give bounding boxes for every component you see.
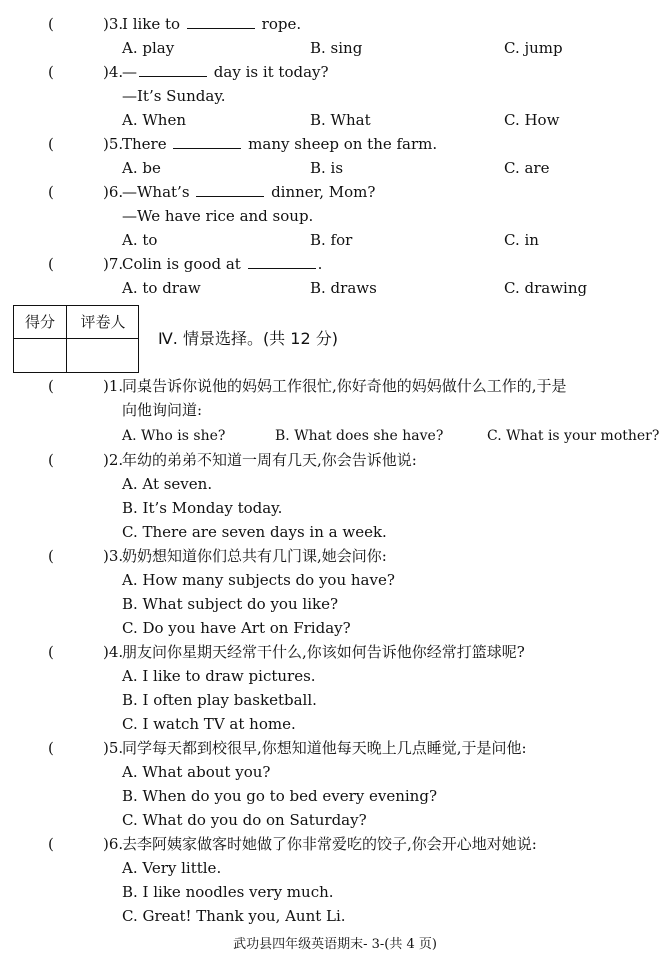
question-number: )6.: [103, 183, 124, 201]
question-number: )5.: [103, 135, 124, 153]
option-b[interactable]: B. sing: [310, 39, 363, 57]
option-a[interactable]: A. to draw: [122, 279, 201, 297]
question-number: )3.: [103, 547, 124, 565]
question-5: ( )5. There many sheep on the farm.: [0, 132, 670, 156]
option-a[interactable]: A. play: [122, 39, 175, 57]
option-a[interactable]: A. I like to draw pictures.: [122, 667, 316, 685]
question-text: — day is it today?: [122, 63, 329, 81]
options-row: [0, 228, 670, 252]
option-a[interactable]: A. to: [122, 231, 158, 249]
question-text: There many sheep on the farm.: [122, 135, 438, 153]
question-number: )1.: [103, 377, 124, 395]
option-b[interactable]: B. What does she have?: [275, 428, 444, 444]
option-c[interactable]: C. drawing: [504, 279, 588, 297]
question-number: )2.: [103, 451, 124, 469]
question-number: )5.: [103, 739, 124, 757]
question-number: )7.: [103, 255, 124, 273]
option-c[interactable]: C. are: [504, 159, 550, 177]
option-a[interactable]: A. When: [122, 111, 186, 129]
option-a[interactable]: A. be: [122, 159, 161, 177]
option-a[interactable]: A. What about you?: [122, 763, 271, 781]
option-b[interactable]: B. When do you go to bed every evening?: [122, 787, 437, 805]
option-b[interactable]: B. What subject do you like?: [122, 595, 338, 613]
answer-blank[interactable]: [248, 254, 316, 269]
page-footer: 武功县四年级英语期末- 3-(共 4 页): [233, 937, 437, 952]
option-c[interactable]: C. What do you do on Saturday?: [122, 811, 367, 829]
question-text: 去李阿姨家做客时她做了你非常爱吃的饺子,你会开心地对她说:: [122, 835, 537, 853]
score-table: [13, 305, 139, 373]
option-b[interactable]: B. is: [310, 159, 344, 177]
dialogue-line: —It’s Sunday.: [122, 87, 226, 105]
option-a[interactable]: A. Who is she?: [122, 428, 226, 444]
options-row: [0, 156, 670, 180]
question-4: ( )4. — day is it today?: [0, 60, 670, 84]
s4-question-5: ( )5. 同学每天都到校很早,你想知道他每天晚上几点睡觉,于是问他:: [0, 736, 670, 760]
option-c[interactable]: C. How: [504, 111, 560, 129]
question-text: 朋友问你星期天经常干什么,你该如何告诉他你经常打篮球呢?: [122, 643, 525, 661]
s4-question-4: ( )4. 朋友问你星期天经常干什么,你该如何告诉他你经常打篮球呢?: [0, 640, 670, 664]
s4-question-3: ( )3. 奶奶想知道你们总共有几门课,她会问你:: [0, 544, 670, 568]
option-c[interactable]: C. jump: [504, 39, 563, 57]
options-row: [0, 424, 670, 448]
question-text: 奶奶想知道你们总共有几门课,她会问你:: [122, 547, 387, 565]
options-row: [0, 108, 670, 132]
dialogue-line: —We have rice and soup.: [122, 207, 314, 225]
option-c[interactable]: C. Do you have Art on Friday?: [122, 619, 351, 637]
score-label: 得分: [24, 313, 55, 331]
question-text: —What’s dinner, Mom?: [122, 183, 376, 201]
question-number: )4.: [103, 643, 124, 661]
s4-question-1: ( )1. 同桌告诉你说他的妈妈工作很忙,你好奇他的妈妈做什么工作的,于是: [0, 374, 670, 398]
question-text: 同桌告诉你说他的妈妈工作很忙,你好奇他的妈妈做什么工作的,于是: [122, 377, 567, 395]
grader-label: 评卷人: [80, 313, 126, 331]
question-number: )4.: [103, 63, 124, 81]
answer-blank[interactable]: [196, 182, 264, 197]
question-text: I like to rope.: [122, 15, 302, 33]
options-row: [0, 36, 670, 60]
question-text-cont: 向他询问道:: [122, 401, 203, 419]
question-number: )6.: [103, 835, 124, 853]
answer-blank[interactable]: [187, 14, 255, 29]
options-row: [0, 276, 670, 300]
option-c[interactable]: C. in: [504, 231, 539, 249]
s4-question-2: ( )2. 年幼的弟弟不知道一周有几天,你会告诉他说:: [0, 448, 670, 472]
option-c[interactable]: C. There are seven days in a week.: [122, 523, 387, 541]
score-table-divider: [66, 306, 67, 372]
question-text: 同学每天都到校很早,你想知道他每天晚上几点睡觉,于是问他:: [122, 739, 527, 757]
answer-blank[interactable]: [139, 62, 207, 77]
question-text: 年幼的弟弟不知道一周有几天,你会告诉他说:: [122, 451, 417, 469]
option-c[interactable]: C. I watch TV at home.: [122, 715, 296, 733]
question-3: ( )3. I like to rope.: [0, 12, 670, 36]
option-b[interactable]: B. for: [310, 231, 353, 249]
option-b[interactable]: B. I like noodles very much.: [122, 883, 334, 901]
s4-question-6: ( )6. 去李阿姨家做客时她做了你非常爱吃的饺子,你会开心地对她说:: [0, 832, 670, 856]
answer-blank[interactable]: [173, 134, 241, 149]
question-6: ( )6. —What’s dinner, Mom?: [0, 180, 670, 204]
option-c[interactable]: C. Great! Thank you, Aunt Li.: [122, 907, 346, 925]
option-b[interactable]: B. I often play basketball.: [122, 691, 317, 709]
question-number: )3.: [103, 15, 124, 33]
option-b[interactable]: B. What: [310, 111, 371, 129]
option-a[interactable]: A. Very little.: [122, 859, 222, 877]
question-text: Colin is good at .: [122, 255, 323, 273]
question-7: ( )7. Colin is good at .: [0, 252, 670, 276]
option-a[interactable]: A. How many subjects do you have?: [122, 571, 395, 589]
section-title: Ⅳ. 情景选择。(共 12 分): [158, 329, 338, 348]
option-b[interactable]: B. It’s Monday today.: [122, 499, 283, 517]
option-c[interactable]: C. What is your mother?: [487, 428, 660, 444]
option-b[interactable]: B. draws: [310, 279, 377, 297]
option-a[interactable]: A. At seven.: [122, 475, 213, 493]
